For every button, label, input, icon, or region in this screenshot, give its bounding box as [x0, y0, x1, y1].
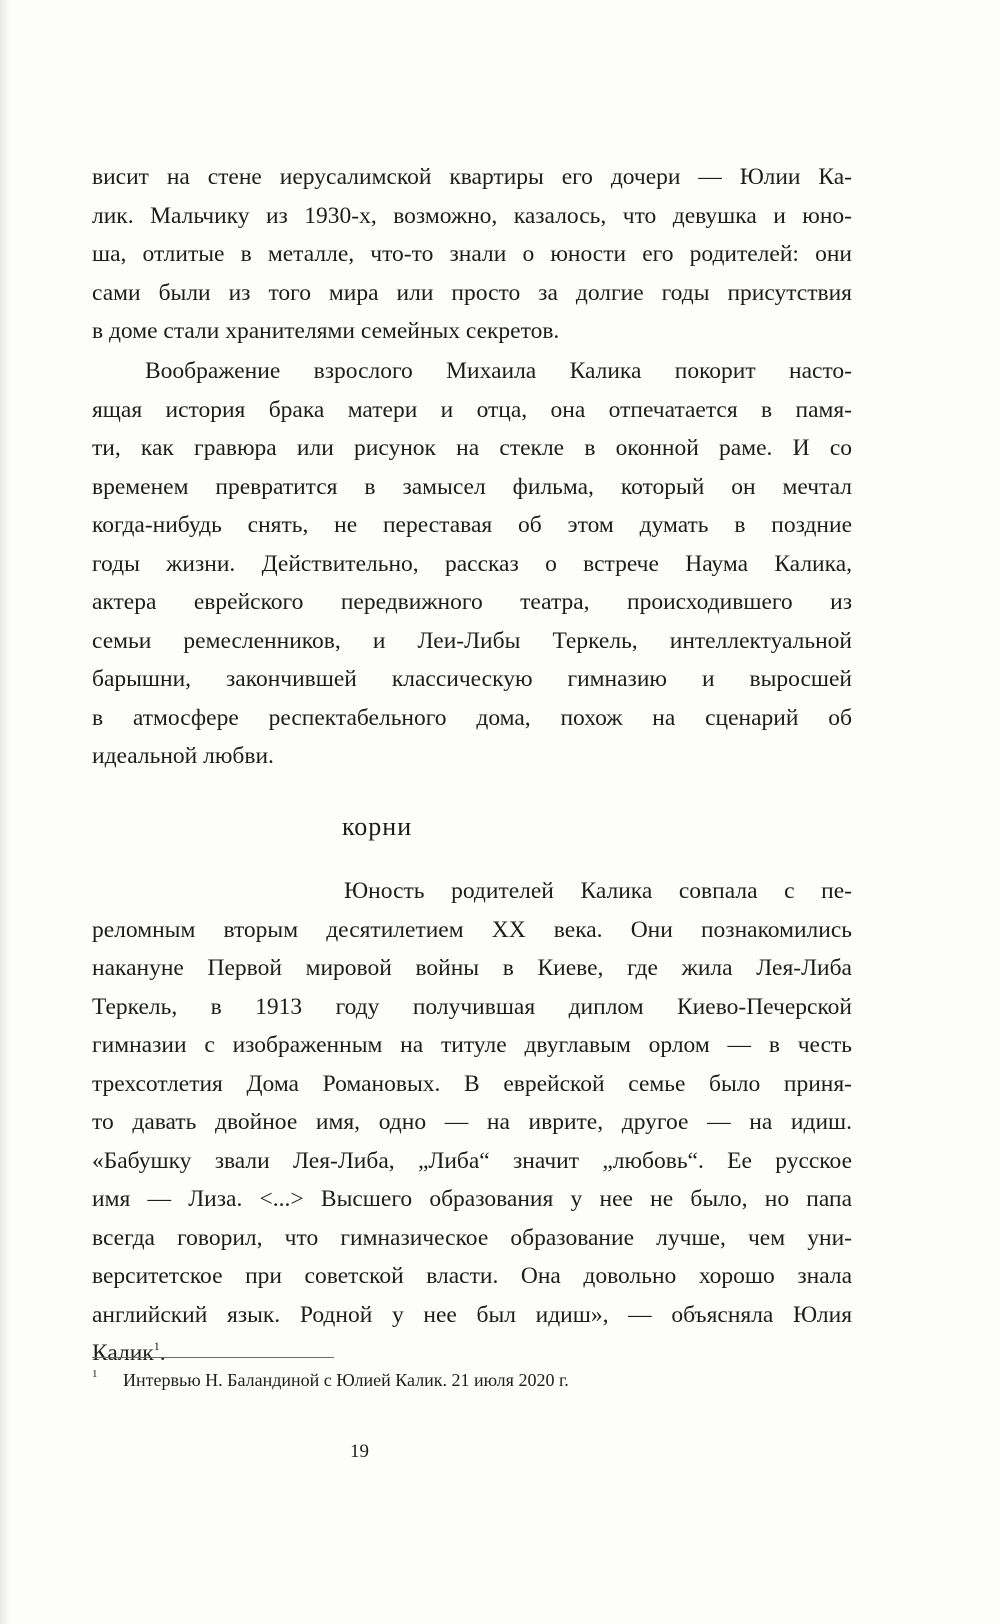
text-line: Воображение взрослого Михаила Калика покорит насто-: [145, 358, 852, 384]
paragraph-1: [92, 158, 852, 351]
text-line: сами были из того мира или просто за долгие годы присутствия: [92, 279, 852, 306]
text-line: гимназии с изображенным на титуле двуглавым орлом — в честь: [92, 1032, 852, 1058]
paragraph-3: [92, 872, 852, 1373]
footnote-number: 1: [92, 1368, 98, 1380]
text-line: английский язык. Родной у нее был идиш», — объясняла Юлия: [92, 1301, 852, 1328]
text-line: ти, как гравюра или рисунок на стекле в оконной раме. И со: [92, 435, 852, 461]
text-line: семьи ремесленников, и Леи-Либы Теркель, интеллектуальной: [92, 627, 852, 654]
section-heading: корни: [342, 812, 413, 841]
text-fragment: Калик: [92, 1340, 154, 1366]
text-line: временем превратится в замысел фильма, который он мечтал: [92, 473, 852, 500]
text-line: актера еврейского передвижного театра, происходившего из: [92, 589, 852, 615]
text-line: ша, отлитые в металле, что-то знали о юности его родителей: они: [92, 241, 852, 267]
text-line: идеальной любви.: [92, 743, 274, 769]
text-line: Юность родителей Калика совпала с пе-: [344, 878, 852, 904]
text-line: имя — Лиза. <...> Высшего образования у нее не было, но папа: [92, 1186, 852, 1212]
page-binding-shadow: [0, 0, 10, 1624]
text-line: барышни, закончившей классическую гимназию и выросшей: [92, 666, 852, 692]
text-line: когда-нибудь снять, не переставая об этом думать в поздние: [92, 512, 852, 538]
text-line-with-footnote: [92, 1334, 852, 1373]
text-line: верситетское при советской власти. Она довольно хорошо знала: [92, 1263, 852, 1289]
text-line: реломным вторым десятилетием XX века. Они познакомились: [92, 916, 852, 943]
text-line: висит на стене иерусалимской квартиры его дочери — Юлии Ка-: [92, 164, 852, 190]
text-line: в атмосфере респектабельного дома, похож на сценарий об: [92, 704, 852, 731]
text-line: то давать двойное имя, одно — на иврите, другое — на идиш.: [92, 1109, 852, 1135]
text-line: годы жизни. Действительно, рассказ о встрече Наума Калика,: [92, 550, 852, 577]
paragraph-2: [92, 352, 852, 776]
footnote-divider: [92, 1357, 334, 1358]
text-line: трехсотлетия Дома Романовых. В еврейской семье было приня-: [92, 1070, 852, 1097]
footnote-text: Интервью Н. Баландиной с Юлией Калик. 21 июля 2020 г.: [123, 1370, 569, 1390]
footnote-reference: 1: [153, 1339, 160, 1353]
page-number: 19: [350, 1441, 369, 1462]
text-line: лик. Мальчику из 1930-х, возможно, казалось, что девушка и юно-: [92, 202, 852, 229]
text-line: ящая история брака матери и отца, она отпечатается в памя-: [92, 396, 852, 423]
text-line: в доме стали хранителями семейных секретов.: [92, 318, 560, 344]
text-line: Теркель, в 1913 году получившая диплом Киево-Печерской: [92, 993, 852, 1020]
text-line: «Бабушку звали Лея-Либа, „Либа“ значит „любовь“. Ее русское: [92, 1147, 852, 1174]
text-line: накануне Первой мировой войны в Киеве, где жила Лея-Либа: [92, 955, 852, 981]
period: .: [159, 1340, 166, 1366]
text-line: всегда говорил, что гимназическое образование лучше, чем уни-: [92, 1224, 852, 1251]
